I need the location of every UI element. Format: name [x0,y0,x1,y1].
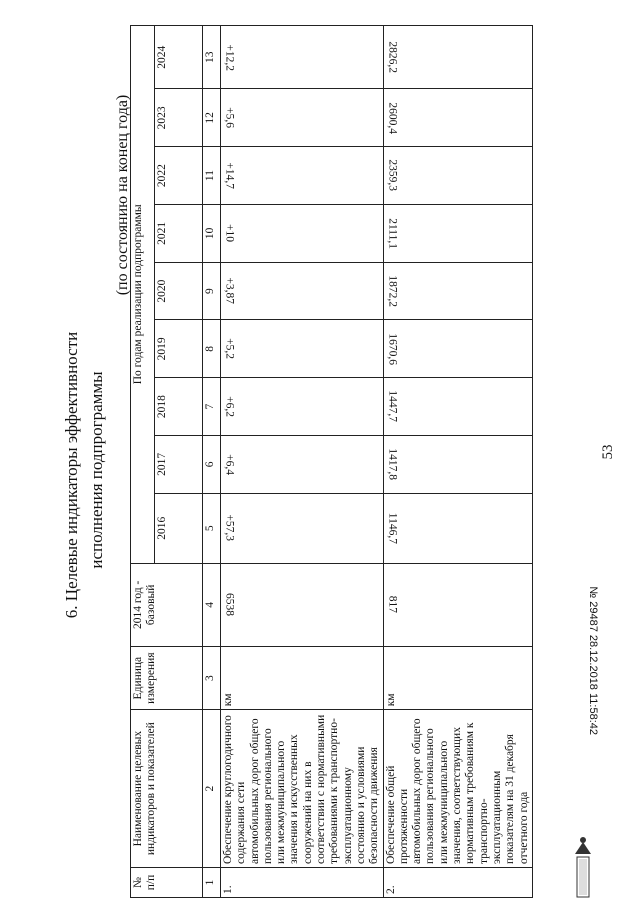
year-value: 2111,1 [383,204,532,262]
row-number: 2. [383,868,532,898]
unit-cell: км [383,646,532,709]
column-number: 3 [203,646,221,709]
base-value: 6538 [221,563,384,646]
header-year: 2021 [155,204,203,262]
header-year: 2017 [155,435,203,493]
page-number: 53 [600,444,616,460]
year-value: 1447,7 [383,378,532,436]
header-year: 2024 [155,26,203,89]
year-value: +5,6 [221,89,384,147]
year-value: 1670,6 [383,320,532,378]
header-years-group: По годам реализации подпрограммы [131,26,155,564]
year-value: 1872,2 [383,262,532,320]
column-number: 12 [203,89,221,147]
column-number: 8 [203,320,221,378]
header-year: 2019 [155,320,203,378]
year-value: 1417,8 [383,435,532,493]
row-number: 1. [221,868,384,898]
year-value: +6,4 [221,435,384,493]
year-value: +57,3 [221,493,384,563]
indicators-table [130,25,533,898]
indicator-name: Обеспечение общей протяженности автомобильных дорог общего пользования регионального или межмуниципального значения, соответствующих нормативным требованиям к транспортно-эксплуатационным показателям на 31 декабря отчетного года [383,710,532,868]
table-note: (по состоянию на конец года) [114,94,131,296]
header-base-year: 2014 год - базовый [131,563,203,646]
year-value: +14,7 [221,147,384,205]
year-value: +12,2 [221,26,384,89]
table-row [221,26,384,898]
year-value: 2600,4 [383,89,532,147]
header-unit: Единица измерения [131,646,203,709]
column-number: 5 [203,493,221,563]
header-year: 2022 [155,147,203,205]
year-value: 2359,3 [383,147,532,205]
column-number: 11 [203,147,221,205]
header-year: 2020 [155,262,203,320]
header-year: 2023 [155,89,203,147]
table-row [383,26,532,898]
year-value: +10 [221,204,384,262]
year-value: 2826,2 [383,26,532,89]
section-title: 6. Целевые индикаторы эффективности [62,331,81,619]
column-number: 4 [203,563,221,646]
year-value: 1146,7 [383,493,532,563]
header-name: Наименование целевых индикаторов и показателей [131,710,203,868]
column-number: 6 [203,435,221,493]
year-value: +6,2 [221,378,384,436]
registration-stamp: № 29487 28.12.2018 11:58:42 [587,586,599,735]
year-value: +5,2 [221,320,384,378]
header-no: № п/п [131,868,203,898]
column-number: 1 [203,868,221,898]
section-subtitle: исполнения подпрограммы [87,371,106,569]
header-year: 2016 [155,493,203,563]
base-value: 817 [383,563,532,646]
column-number: 7 [203,378,221,436]
document-stamp-logo-icon [571,834,595,898]
column-number: 2 [203,710,221,868]
header-year: 2018 [155,378,203,436]
column-number: 10 [203,204,221,262]
unit-cell: км [221,646,384,709]
indicator-name: Обеспечение круглогодичного содержания сети автомобильных дорог общего пользования регионального или межмуниципального значения и искусственных сооружений на них в соответствии с нормативными требованиями к транспортно-эксплуатационному состоянию и условиями безопасности движения [221,710,384,868]
column-number: 13 [203,26,221,89]
year-value: +3,87 [221,262,384,320]
column-number: 9 [203,262,221,320]
